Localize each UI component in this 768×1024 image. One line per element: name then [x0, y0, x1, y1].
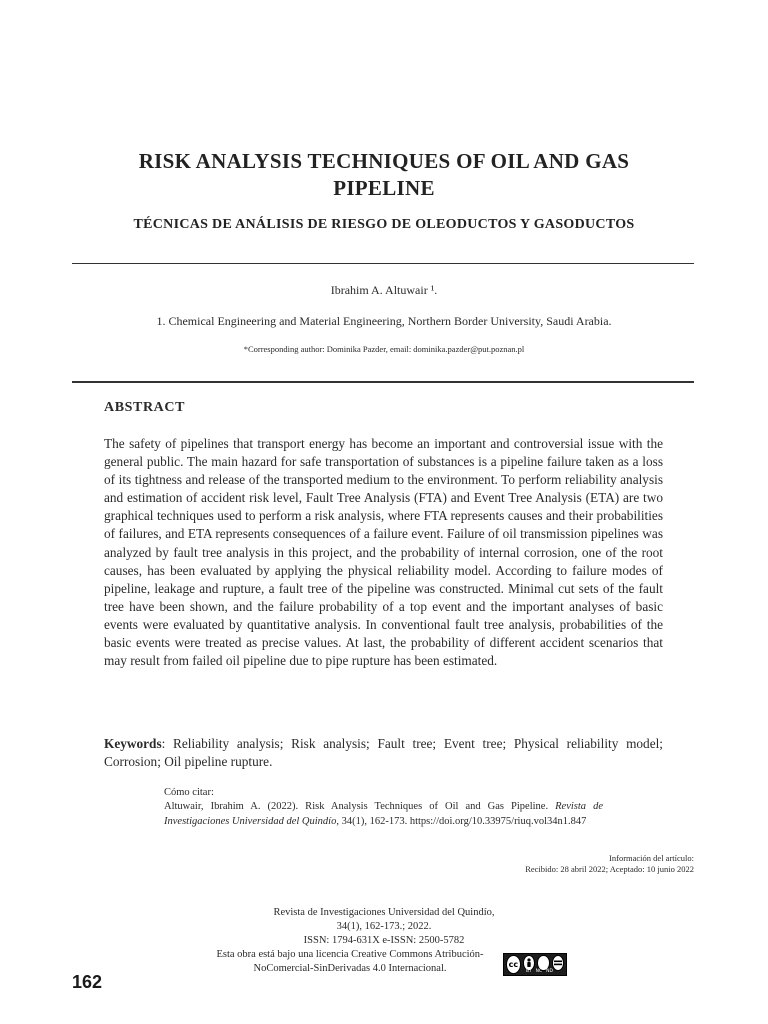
citation-prefix: Altuwair, Ibrahim A. (2022). Risk Analysis Techniques of Oil and Gas Pipeline.: [164, 801, 556, 812]
license-nd-label: ND: [546, 969, 553, 974]
page-number: 162: [72, 972, 103, 992]
abstract-heading: ABSTRACT: [104, 400, 186, 415]
abstract-body: The safety of pipelines that transport energy has become an important and controversial issue with the general public. The main hazard for safe transportation of substances is a pipeline failure taken as a loss of its tightness and release of the transported medium to the environment. To perform reliability analysis and estimation of accident risk level, Fault Tree Analysis (FTA) and Event Tree Analysis (ETA) are two graphical techniques used to perform a risk analysis, where FTA represents causes and their probabilities of failures, and ETA represents consequences of a failure event. Failure of oil transmission pipelines was analyzed by fault tree analysis in this project, and the probability of internal corrosion, one of the root causes, has been evaluated by applying the physical reliability model. According to failure modes of pipeline, leakage and rupture, a fault tree of the pipeline was constructed. Minimal cut sets of the fault tree have been shown, and the failure probability of a top event and the important analyses of basic events were evaluated by quantitative analysis. In conventional fault tree analysis, probabilities of the basic events were treated as precise values. At last, the probability of different accident scenarios that may result from failed oil pipeline due to pipe rupture has been estimated.: [104, 436, 663, 669]
noderivatives-icon: [552, 955, 564, 971]
paper-title-line1: RISK ANALYSIS TECHNIQUES OF OIL AND GAS: [138, 149, 630, 173]
license-nc-label: NC: [535, 969, 543, 974]
article-info-label: Información del artículo:: [609, 853, 694, 863]
footer-license-line1: Esta obra está bajo una licencia Creative Commons Atribución-: [216, 949, 484, 960]
keywords-text: : Reliability analysis; Risk analysis; Fault tree; Event tree; Physical reliability model; Corrosion; Oil pipeline rupture.: [104, 736, 663, 770]
footer-volume: 34(1), 162-173.; 2022.: [336, 921, 432, 932]
paper-title: [60, 148, 708, 202]
author-affiliation: 1. Chemical Engineering and Material Engineering, Northern Border University, Saudi Arabia.: [156, 314, 612, 328]
citation-suffix: , 34(1), 162-173. https://doi.org/10.33975/riuq.vol34n1.847: [336, 815, 587, 827]
divider-abstract: [72, 381, 694, 383]
citation-journal: Revista de Investigaciones Universidad del Quindío: [164, 801, 603, 827]
corresponding-author: *Corresponding author: Dominika Pazder, email: dominika.pazder@put.poznan.pl: [243, 344, 525, 354]
keywords: [104, 735, 663, 771]
license-by-label: BY: [526, 969, 532, 974]
author-name: Ibrahim A. Altuwair ¹.: [330, 283, 438, 297]
citation-text: [164, 800, 603, 830]
article-info-dates: Recibido: 28 abril 2022; Aceptado: 10 junio 2022: [525, 864, 694, 874]
footer-issn: ISSN: 1794-631X e-ISSN: 2500-5782: [303, 935, 465, 946]
paper-subtitle: TÉCNICAS DE ANÁLISIS DE RIESGO DE OLEODUCTOS Y GASODUCTOS: [133, 217, 635, 232]
cc-logo-icon: cc: [506, 955, 521, 974]
citation-label: Cómo citar:: [164, 787, 214, 798]
license-labels: [526, 969, 553, 974]
keywords-label: Keywords: [104, 736, 162, 751]
creative-commons-icon[interactable]: [503, 953, 567, 976]
divider-top: [72, 263, 694, 264]
footer-license-line2: NoComercial-SinDerivadas 4.0 Internacional.: [253, 963, 447, 974]
footer-journal: Revista de Investigaciones Universidad del Quindío,: [273, 907, 495, 918]
paper-title-line2: PIPELINE: [333, 176, 435, 200]
